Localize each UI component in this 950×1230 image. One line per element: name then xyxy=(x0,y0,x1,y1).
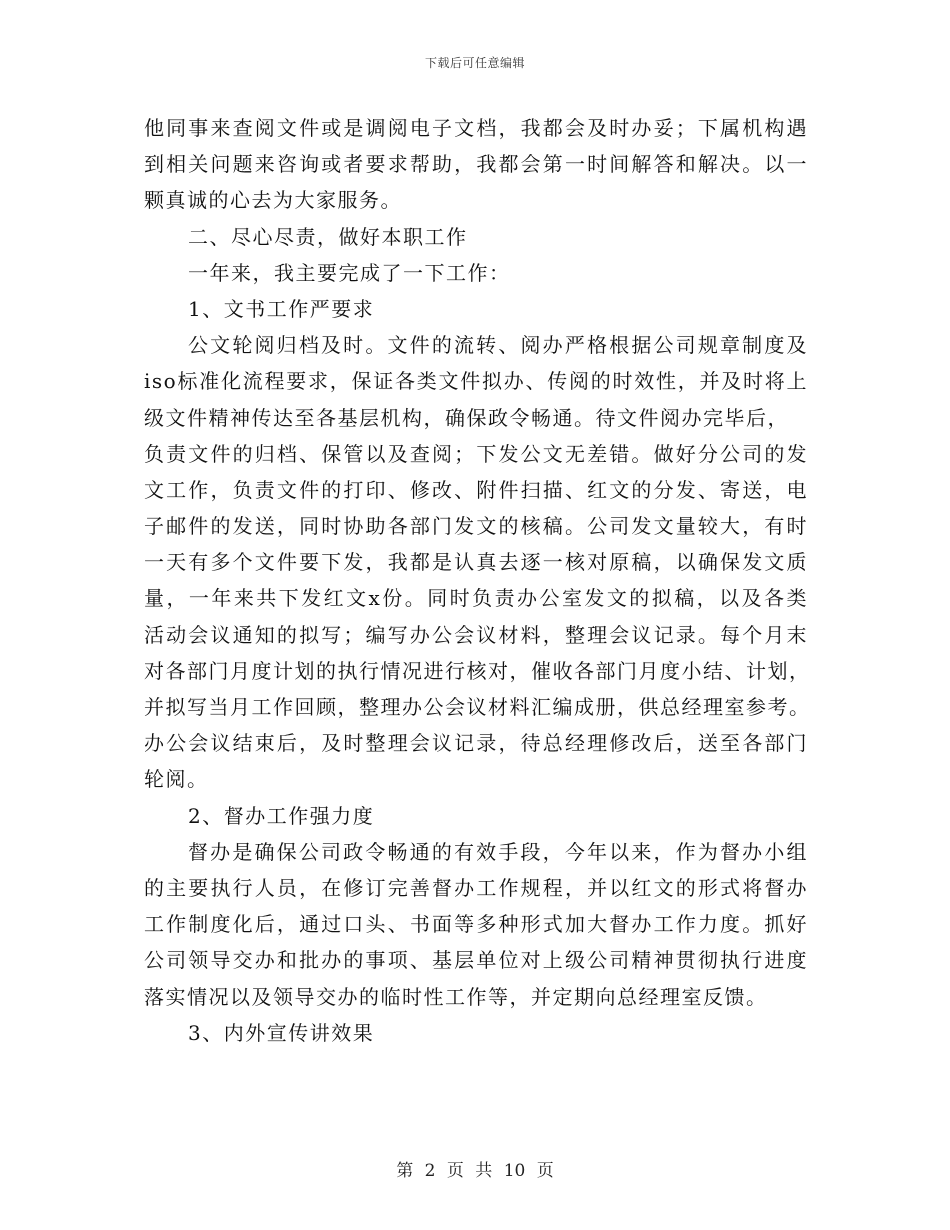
paragraph-line: 落实情况以及领导交办的临时性工作等，并定期向总经理室反馈。 xyxy=(144,984,768,1009)
paragraph-line: 到相关问题来咨询或者要求帮助，我都会第一时间解答和解决。以一 xyxy=(144,152,808,177)
subsection-heading: 3、内外宣传讲效果 xyxy=(188,1020,375,1045)
paragraph-line: 公文轮阅归档及时。文件的流转、阅办严格根据公司规章制度及 xyxy=(188,333,808,358)
paragraph-line: 活动会议通知的拟写；编写办公会议材料，整理会议记录。每个月末 xyxy=(144,622,808,647)
page-header: 下载后可任意编辑 xyxy=(424,56,525,70)
paragraph-line: 公司领导交办和批办的事项、基层单位对上级公司精神贯彻执行进度 xyxy=(144,948,808,973)
document-body xyxy=(144,110,811,1051)
paragraph-line: 办公会议结束后，及时整理会议记录，待总经理修改后，送至各部门 xyxy=(144,731,808,756)
paragraph-line: 他同事来查阅文件或是调阅电子文档，我都会及时办妥；下属机构遇 xyxy=(144,116,808,140)
paragraph-line: iso标准化流程要求，保证各类文件拟办、传阅的时效性，并及时将上 xyxy=(144,369,808,394)
paragraph-line: 对各部门月度计划的执行情况进行核对，催收各部门月度小结、计划， xyxy=(144,658,811,683)
page-number: 第 2 页 共 10 页 xyxy=(396,1161,554,1181)
paragraph-line: 量，一年来共下发红文x份。同时负责办公室发文的拟稿，以及各类 xyxy=(144,586,808,611)
paragraph-line: 子邮件的发送，同时协助各部门发文的核稿。公司发文量较大，有时 xyxy=(144,514,808,539)
paragraph-line: 文工作，负责文件的打印、修改、附件扫描、红文的分发、寄送，电 xyxy=(144,477,808,502)
section-heading: 二、尽心尽责，做好本职工作 xyxy=(188,224,468,249)
paragraph-line: 颗真诚的心去为大家服务。 xyxy=(144,188,402,213)
paragraph-line: 轮阅。 xyxy=(144,767,209,792)
paragraph-line: 一年来，我主要完成了一下工作： xyxy=(188,260,511,285)
paragraph-line: 并拟写当月工作回顾，整理办公会议材料汇编成册，供总经理室参考。 xyxy=(144,695,811,719)
paragraph-line: 工作制度化后，通过口头、书面等多种形式加大督办工作力度。抓好 xyxy=(144,912,808,937)
paragraph-line: 一天有多个文件要下发，我都是认真去逐一核对原稿，以确保发文质 xyxy=(144,550,808,575)
subsection-heading: 2、督办工作强力度 xyxy=(188,803,375,828)
paragraph-line: 督办是确保公司政令畅通的有效手段，今年以来，作为督办小组 xyxy=(188,839,808,864)
paragraph-line: 负责文件的归档、保管以及查阅；下发公文无差错。做好分公司的发 xyxy=(144,441,808,466)
paragraph-line: 级文件精神传达至各基层机构，确保政令畅通。待文件阅办完毕后， xyxy=(144,405,789,430)
paragraph-line: 的主要执行人员，在修订完善督办工作规程，并以红文的形式将督办 xyxy=(144,875,808,900)
subsection-heading: 1、文书工作严要求 xyxy=(188,296,375,321)
